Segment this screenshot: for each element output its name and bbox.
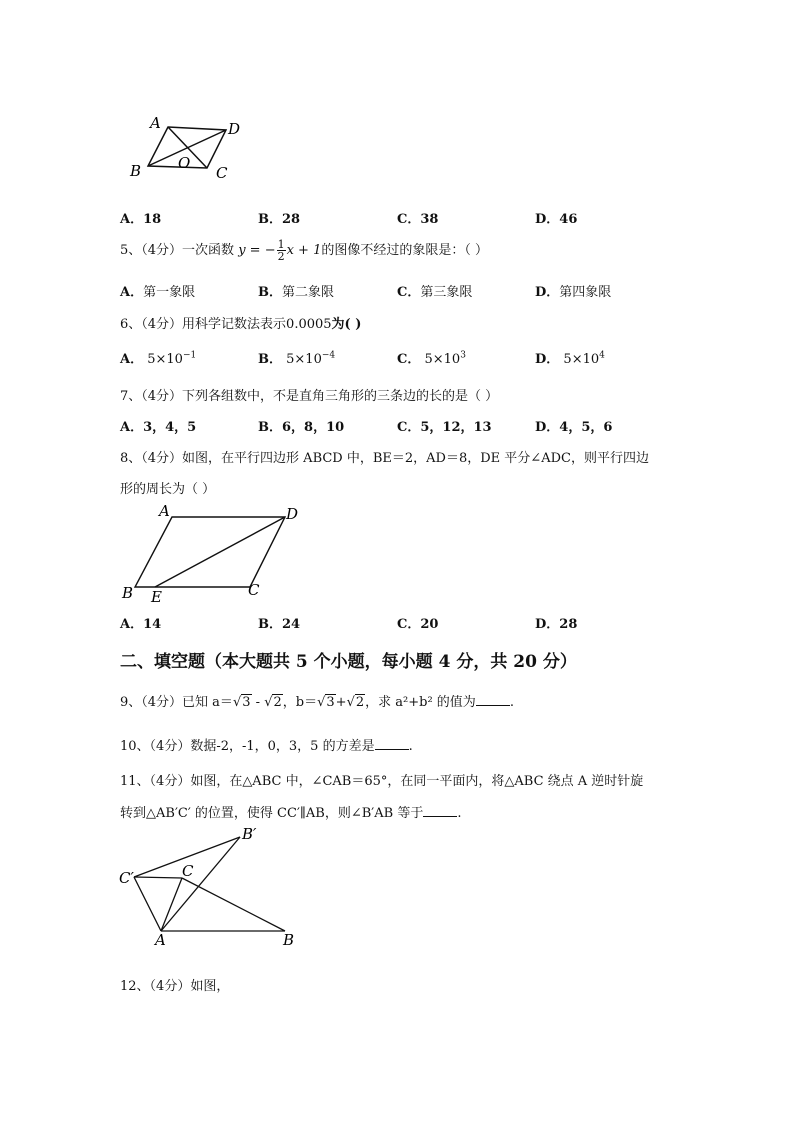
question-7: 7、（4分）下列各组数中，不是直角三角形的三条边的长的是（ ） (120, 389, 499, 404)
q7-option-b: B．6，8，10 (258, 420, 345, 435)
question-11-line-1: 11、（4分）如图，在△ABC 中，∠CAB＝65°，在同一平面内，将△ABC 绕点 A 逆时针旋 (120, 774, 644, 789)
fraction-one-half: $\frac{1}{2}$ (277, 238, 285, 263)
q5-option-a: A．第一象限 (120, 285, 196, 300)
answer-blank (423, 806, 457, 817)
label-c: C (248, 581, 260, 599)
figure-parallelogram-abcd-de (115, 500, 320, 608)
label-a: A (150, 114, 161, 132)
q7-option-a: A．3，4，5 (120, 420, 197, 435)
question-6: 6、（4分）用科学记数法表示0.0005为( ) (120, 317, 362, 332)
question-11-line-2: 转到△AB′C′ 的位置，使得 CC′∥AB，则∠B′AB 等于 . (120, 806, 462, 821)
q6-option-d: D． $5\times 10^4$ (535, 350, 605, 367)
label-d: D (286, 505, 299, 523)
label-b-prime: B′ (242, 825, 257, 843)
label-c-prime: C′ (119, 869, 134, 887)
label-b: B (130, 162, 142, 180)
answer-blank (476, 695, 510, 706)
label-a: A (159, 502, 170, 520)
label-c: C (182, 862, 194, 880)
label-o: O (178, 154, 191, 172)
question-8-line-1: 8、（4分）如图，在平行四边形 ABCD 中，BE＝2，AD＝8，DE 平分∠ADC，则平行四边 (120, 451, 649, 466)
q6-option-c: C． $5\times 10^3$ (397, 350, 466, 367)
q8-option-b: B．24 (258, 617, 301, 632)
q4-option-a: A．18 (120, 212, 162, 227)
q5-option-c: C．第三象限 (397, 285, 473, 300)
q5-option-b: B．第二象限 (258, 285, 335, 300)
question-9: 9、（4分）已知 a＝√3 - √2，b＝√3+√2，求 a²+b² 的值为 . (120, 695, 514, 710)
q7-option-d: D．4，5，6 (535, 420, 613, 435)
label-b: B (283, 931, 295, 949)
section-2-heading: 二、填空题（本大题共 5 个小题，每小题 4 分，共 20 分） (120, 652, 577, 672)
q8-option-a: A．14 (120, 617, 162, 632)
question-10: 10、（4分）数据-2，-1，0，3，5 的方差是 . (120, 739, 413, 754)
q4-option-c: C．38 (397, 212, 439, 227)
q4-option-d: D．46 (535, 212, 578, 227)
question-5: 5、（4分）一次函数 y = − $\frac{1}{2}$ x + 1的图像不经过的象限是：（ ） (120, 238, 488, 263)
q8-option-c: C．20 (397, 617, 439, 632)
figure-rotated-triangles (115, 825, 305, 950)
label-d: D (228, 120, 241, 138)
q6-option-a: A． $5\times 10^{-1}$ (120, 350, 197, 367)
question-8-line-2: 形的周长为（ ） (120, 482, 216, 497)
answer-blank (375, 739, 409, 750)
figure-parallelogram-abcd-diagonals (120, 108, 260, 188)
label-b: B (122, 584, 134, 602)
label-c: C (216, 164, 228, 182)
q5-option-d: D．第四象限 (535, 285, 612, 300)
q6-option-b: B． $5\times 10^{-4}$ (258, 350, 336, 367)
label-a: A (155, 931, 166, 949)
q7-option-c: C．5，12，13 (397, 420, 492, 435)
q4-option-b: B．28 (258, 212, 301, 227)
label-e: E (151, 588, 162, 606)
q8-option-d: D．28 (535, 617, 578, 632)
question-12: 12、（4分）如图， (120, 979, 230, 994)
